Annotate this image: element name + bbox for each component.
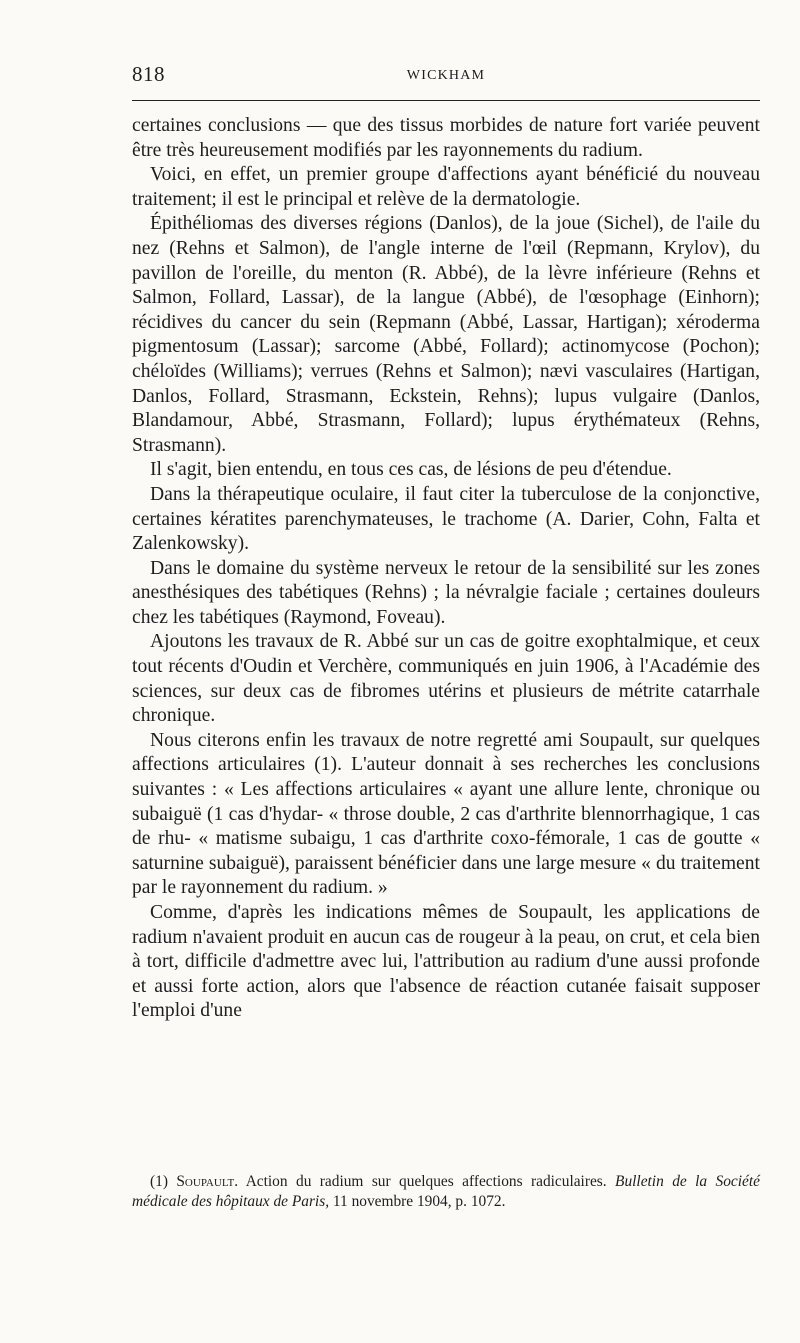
footnote-text	[132, 1172, 760, 1212]
page-number: 818	[132, 62, 165, 86]
footnote-title: Action du radium sur quelques affections radiculaires.	[245, 1173, 607, 1190]
paragraph: Ajoutons les travaux de R. Abbé sur un cas de goitre exophtalmique, et ceux tout récents d'Oudin et Verchère, communiqués en juin 1906, à l'Académie des sciences, sur deux cas de fibromes utérins et plusieurs de métrite catarrhale chronique.	[132, 631, 760, 727]
page-header	[132, 58, 760, 90]
paragraph-continued: certaines conclusions — que des tissus morbides de nature fort variée peuvent être très heureusement modifiés par les rayonnements du radium.	[132, 115, 760, 161]
paragraph: Épithéliomas des diverses régions (Danlos), de la joue (Sichel), de l'aile du nez (Rehns et Salmon), de l'angle interne de l'œil (Repmann, Krylov), du pavillon de l'oreille, du menton (R. Abbé), de la lèvre inférieure (Rehns et Salmon, Follard, Lassar), de la langue (Abbé), de l'œsophage (Einhorn); récidives du cancer du sein (Repmann (Abbé, Lassar, Hartigan); xéroderma pigmentosum (Lassar); sarcome (Abbé, Follard); actinomycose (Pochon); chéloïdes (Williams); verrues (Rehns et Salmon); nævi vasculaires (Hartigan, Danlos, Follard, Strasmann, Eckstein, Rehns); lupus vulgaire (Danlos, Blandamour, Abbé, Strasmann, Follard); lupus érythémateux (Rehns, Strasmann).	[132, 213, 760, 456]
body-text	[132, 114, 760, 1024]
footnote-marker: (1)	[150, 1173, 168, 1190]
footnote-author: Soupault.	[176, 1173, 239, 1190]
footnote	[132, 1172, 760, 1212]
footnote-journal: Bulletin de la Société médicale des hôpitaux de Paris,	[132, 1173, 760, 1210]
running-head: WICKHAM	[406, 68, 486, 83]
paragraph: Dans la thérapeutique oculaire, il faut citer la tuberculose de la conjonctive, certaines kératites parenchymateuses, le trachome (A. Darier, Cohn, Falta et Zalenkowsky).	[132, 483, 760, 555]
header-rule	[132, 100, 760, 101]
paragraph: Nous citerons enfin les travaux de notre regretté ami Soupault, sur quelques affections articulaires (1). L'auteur donnait à ses recherches les conclusions suivantes : « Les affections articulaires « ayant une allure lente, chronique ou subaiguë (1 cas d'hydar- « throse double, 2 cas d'arthrite blennorrhagique, 1 cas de rhu- « matisme subaigu, 1 cas d'arthrite coxo-fémorale, 1 cas de goutte « saturnine subaiguë), paraissent bénéficier dans une large mesure « du traitement par le rayonnement du radium. »	[132, 729, 760, 899]
paragraph: Voici, en effet, un premier groupe d'affections ayant bénéficié du nouveau traitement; il est le principal et relève de la dermatologie.	[132, 164, 760, 210]
paragraph: Dans le domaine du système nerveux le retour de la sensibilité sur les zones anesthésiques des tabétiques (Rehns) ; la névralgie faciale ; certaines douleurs chez les tabétiques (Raymond, Foveau).	[132, 557, 760, 628]
footnote-date: 11 novembre 1904, p. 1072.	[332, 1193, 506, 1210]
paragraph: Comme, d'après les indications mêmes de Soupault, les applications de radium n'avaient produit en aucun cas de rougeur à la peau, on crut, et cela bien à tort, difficile d'admettre avec lui, l'attribution au radium d'une aussi profonde et aussi forte action, alors que l'absence de réaction cutanée faisait supposer l'emploi d'une	[132, 902, 760, 1022]
paragraph: Il s'agit, bien entendu, en tous ces cas, de lésions de peu d'étendue.	[150, 459, 672, 481]
